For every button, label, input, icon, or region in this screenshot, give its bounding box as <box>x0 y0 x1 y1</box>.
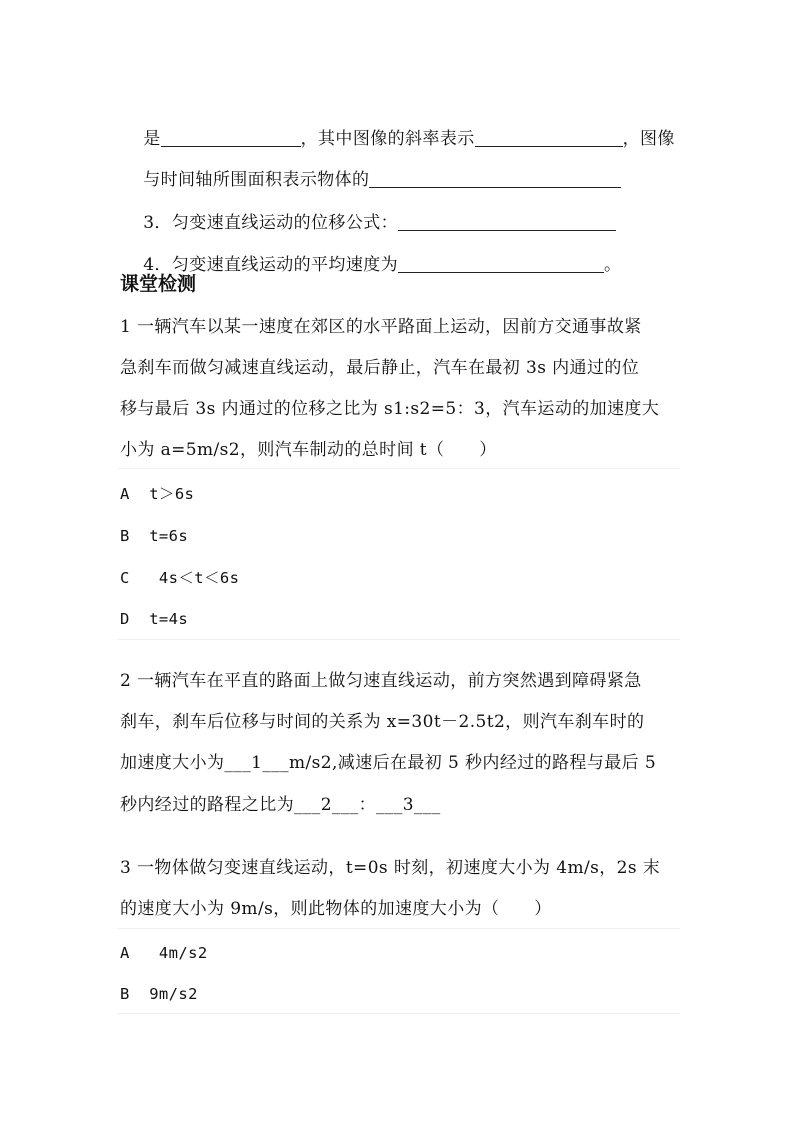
fill-text: 。 <box>604 255 622 275</box>
question-1-line: 1 一辆汽车以某一速度在郊区的水平路面上运动，因前方交通事故紧 <box>120 317 642 337</box>
section-heading: 课堂检测 <box>120 273 197 295</box>
option-b[interactable]: B 9m/s2 <box>120 985 198 1003</box>
fill-text: 与时间轴所围面积表示物体的 <box>143 170 370 190</box>
question-2-line: 2 一辆汽车在平直的路面上做匀速直线运动，前方突然遇到障碍紧急 <box>120 671 642 691</box>
answer-blank[interactable] <box>161 130 301 147</box>
fill-text: 4．匀变速直线运动的平均速度为 <box>143 255 399 275</box>
question-2-line: 刹车，刹车后位移与时间的关系为 x=30t－2.5t2，则汽车刹车时的 <box>120 712 645 732</box>
fill-text: ，图像 <box>622 129 675 149</box>
answer-blank[interactable] <box>369 171 621 188</box>
option-a[interactable]: A t＞6s <box>120 485 195 503</box>
question-2-line: 秒内经过的路程之比为___2___：___3___ <box>120 795 441 815</box>
option-a[interactable]: A 4m/s2 <box>120 944 208 962</box>
question-1-line: 小为 a=5m/s2，则汽车制动的总时间 t（ ） <box>120 440 497 460</box>
option-d[interactable]: D t=4s <box>120 610 189 628</box>
fill-text: 3．匀变速直线运动的位移公式： <box>143 213 399 233</box>
question-1-line: 急刹车而做匀减速直线运动，最后静止，汽车在最初 3s 内通过的位 <box>120 358 640 378</box>
fill-text: 是 <box>143 129 161 149</box>
question-3-line: 的速度大小为 9m/s，则此物体的加速度大小为（ ） <box>120 899 552 919</box>
question-1-options <box>118 468 680 640</box>
answer-blank[interactable] <box>398 214 616 231</box>
question-1-line: 移与最后 3s 内通过的位移之比为 s1:s2=5：3，汽车运动的加速度大 <box>120 399 660 419</box>
option-c[interactable]: C 4s＜t＜6s <box>120 569 240 587</box>
answer-blank[interactable] <box>475 130 623 147</box>
answer-blank[interactable] <box>398 256 604 273</box>
question-3-line: 3 一物体做匀变速直线运动，t=0s 时刻，初速度大小为 4m/s，2s 末 <box>120 858 661 878</box>
question-2-line: 加速度大小为___1___m/s2,减速后在最初 5 秒内经过的路程与最后 5 <box>120 753 657 773</box>
question-3-options <box>118 928 680 1014</box>
fill-text: ，其中图像的斜率表示 <box>300 129 475 149</box>
option-b[interactable]: B t=6s <box>120 527 189 545</box>
